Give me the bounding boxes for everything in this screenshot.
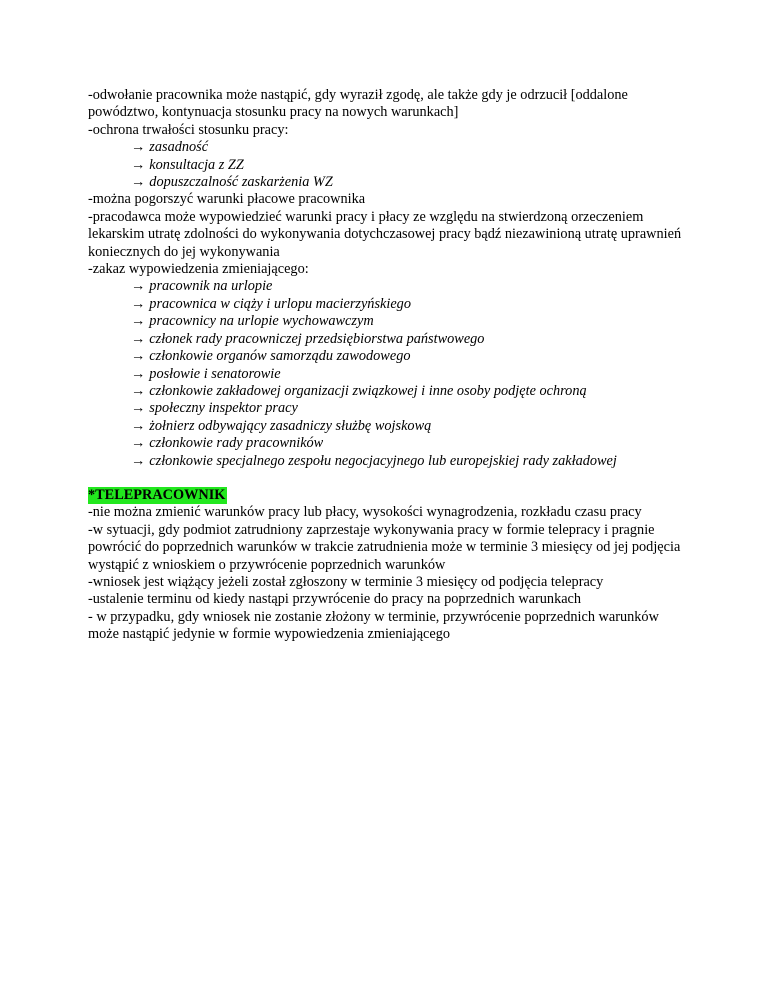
italic-list [88, 139, 688, 191]
list-item-text: dopuszczalność zaskarżenia WZ [149, 174, 333, 191]
list-item [88, 400, 688, 417]
paragraph: -ustalenie terminu od kiedy nastąpi przywrócenie do pracy na poprzednich warunkach [88, 591, 582, 608]
arrow-icon: → [131, 348, 146, 365]
list-item-text: zasadność [149, 139, 209, 156]
arrow-icon: → [131, 295, 146, 312]
list-item-text: posłowie i senatorowie [149, 365, 281, 382]
list-item [88, 278, 688, 295]
paragraph: - w przypadku, gdy wniosek nie zostanie złożony w terminie, przywrócenie poprzednich warunków może nastąpić jedynie w formie wypowiedzenia zmieniającego [88, 608, 659, 643]
list-item [88, 139, 688, 156]
list-item-text: pracownicy na urlopie wychowawczym [149, 313, 374, 330]
arrow-icon: → [131, 382, 146, 399]
list-item-text: pracownik na urlopie [149, 278, 273, 295]
arrow-icon: → [131, 400, 146, 417]
paragraph: -wniosek jest wiążący jeżeli został zgłoszony w terminie 3 miesięcy od podjęcia telepracy [88, 573, 604, 590]
document-page [88, 87, 688, 644]
list-item [88, 453, 688, 470]
arrow-icon: → [131, 174, 146, 191]
list-item-text: członkowie rady pracowników [149, 435, 324, 452]
italic-list [88, 278, 688, 469]
paragraph: -pracodawca może wypowiedzieć warunki pracy i płacy ze względu na stwierdzoną orzeczeniem lekarskim utratę zdolności do wykonywania dotychczasowej pracy bądź niezawinioną utratę uprawnień koniecznych do jej wykonywania [88, 208, 682, 260]
list-item [88, 348, 688, 365]
paragraph: -można pogorszyć warunki płacowe pracownika [88, 191, 366, 208]
arrow-icon: → [131, 452, 146, 469]
section-heading: *TELEPRACOWNIK [88, 486, 226, 503]
section-heading-line [88, 487, 688, 504]
list-item-text: społeczny inspektor pracy [149, 400, 298, 417]
list-item [88, 418, 688, 435]
paragraph: -odwołanie pracownika może nastąpić, gdy wyraził zgodę, ale także gdy je odrzucił [oddalone powództwo, kontynuacja stosunku pracy na nowych warunkach] [88, 87, 628, 121]
list-item-text: członkowie zakładowej organizacji związkowej i inne osoby podjęte ochroną [149, 382, 587, 399]
list-item [88, 331, 688, 348]
list-item [88, 174, 688, 191]
list-item-text: konsultacja z ZZ [149, 156, 244, 173]
list-item [88, 366, 688, 383]
arrow-icon: → [131, 156, 146, 173]
list-item [88, 313, 688, 330]
list-item-text: członek rady pracowniczej przedsiębiorstwa państwowego [149, 330, 485, 347]
blank-line [88, 470, 688, 487]
paragraph: -nie można zmienić warunków pracy lub płacy, wysokości wynagrodzenia, rozkładu czasu pracy [88, 504, 642, 521]
arrow-icon: → [131, 278, 146, 295]
arrow-icon: → [131, 435, 146, 452]
arrow-icon: → [131, 417, 146, 434]
arrow-icon: → [131, 365, 146, 382]
arrow-icon: → [131, 330, 146, 347]
list-item [88, 435, 688, 452]
paragraph: -zakaz wypowiedzenia zmieniającego: [88, 261, 309, 278]
list-item-text: żołnierz odbywający zasadniczy służbę wojskową [149, 417, 432, 434]
arrow-icon: → [131, 139, 146, 156]
paragraph: -ochrona trwałości stosunku pracy: [88, 121, 289, 138]
list-item-text: pracownica w ciąży i urlopu macierzyńskiego [149, 295, 411, 312]
list-item-text: członkowie organów samorządu zawodowego [149, 348, 411, 365]
list-item [88, 383, 688, 400]
list-item [88, 157, 688, 174]
list-item [88, 296, 688, 313]
list-item-text: członkowie specjalnego zespołu negocjacyjnego lub europejskiej rady zakładowej [149, 452, 617, 469]
paragraph: -w sytuacji, gdy podmiot zatrudniony zaprzestaje wykonywania pracy w formie telepracy i pragnie powrócić do poprzednich warunków w trakcie zatrudnienia może w terminie 3 miesięcy od jej podjęcia wystąpić z wnioskiem o przywrócenie poprzednich warunków [88, 521, 681, 573]
arrow-icon: → [131, 313, 146, 330]
